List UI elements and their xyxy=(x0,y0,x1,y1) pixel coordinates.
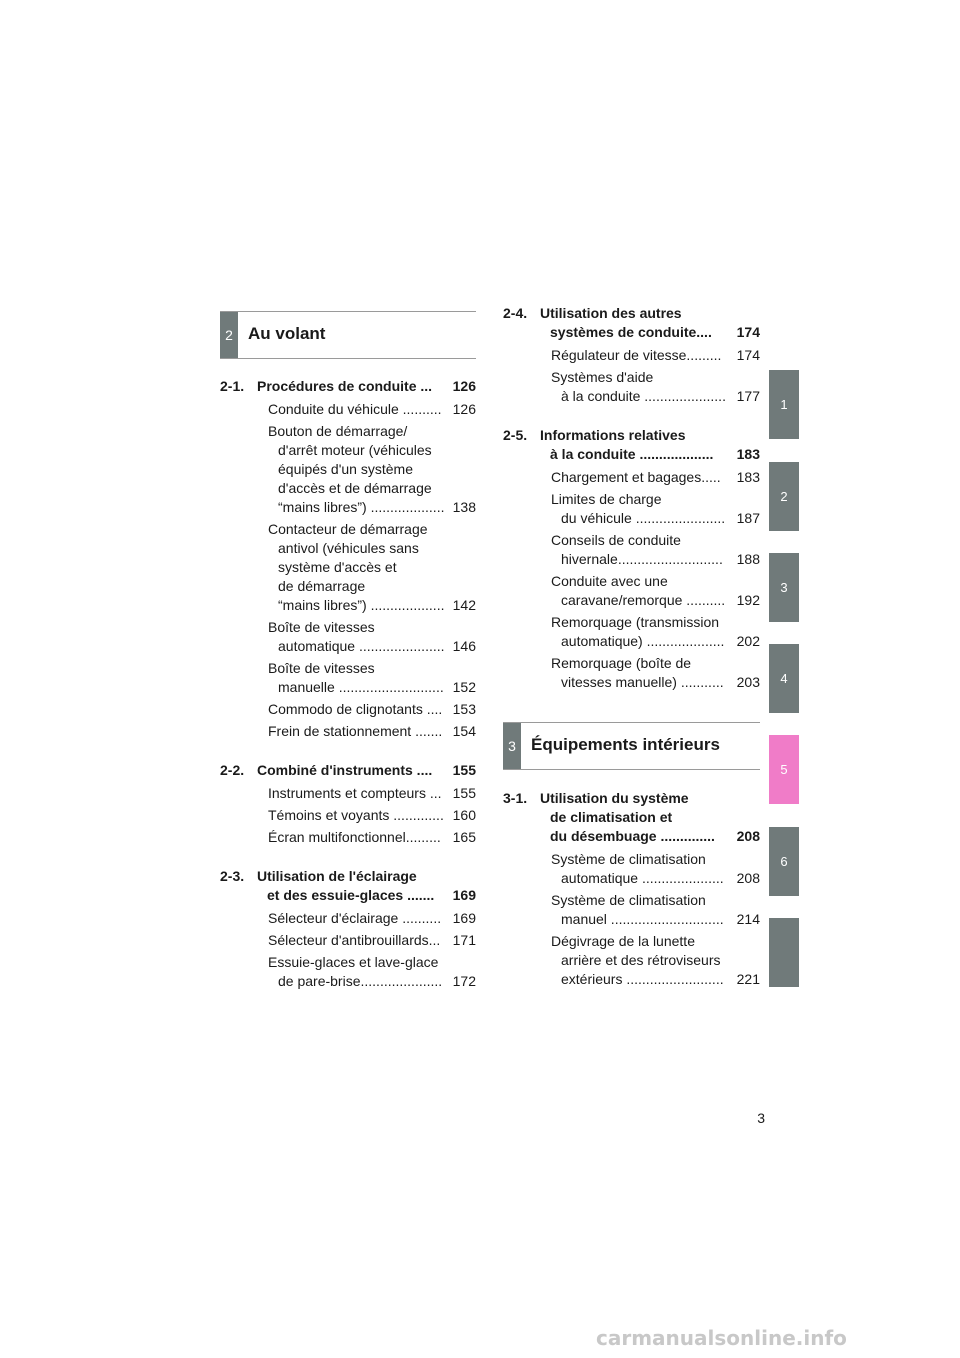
toc-group-number: 2-3. xyxy=(220,868,245,884)
toc-right-column-bottom xyxy=(503,789,760,1009)
toc-group-title: Utilisation des autres systèmes de conduite.... xyxy=(540,305,712,340)
chapter-tab-2[interactable]: 2 xyxy=(769,462,799,531)
toc-left-column xyxy=(220,377,476,1011)
chapter-tab-5[interactable]: 5 xyxy=(769,735,799,804)
toc-group-number: 2-4. xyxy=(503,305,528,321)
toc-group xyxy=(220,867,476,991)
toc-page-number: 126 xyxy=(449,377,476,396)
toc-page-number: 203 xyxy=(733,673,760,692)
toc-group-title: Utilisation de l'éclairage et des essuie-glaces ....... xyxy=(257,868,435,903)
section-number: 3 xyxy=(503,723,521,769)
toc-entry[interactable] xyxy=(220,828,476,847)
toc-entry[interactable] xyxy=(220,909,476,928)
toc-page-number: 172 xyxy=(449,972,476,991)
toc-page-number: 126 xyxy=(449,400,476,419)
toc-group xyxy=(220,761,476,847)
toc-page-number: 138 xyxy=(449,498,476,517)
section-title: Au volant xyxy=(248,324,326,343)
toc-entry-title: Régulateur de vitesse......... xyxy=(551,347,722,363)
toc-group-title: Informations relatives à la conduite ................... xyxy=(540,427,714,462)
chapter-tab-3[interactable]: 3 xyxy=(769,553,799,622)
toc-page-number: 174 xyxy=(733,323,760,342)
toc-entry[interactable] xyxy=(220,931,476,950)
toc-page-number: 208 xyxy=(733,827,760,846)
toc-entry[interactable] xyxy=(503,891,760,929)
toc-entry[interactable] xyxy=(220,422,476,517)
toc-entry-title: Systèmes d'aide à la conduite ..................... xyxy=(551,369,726,404)
toc-entry-title: Remorquage (transmission automatique) .................... xyxy=(551,614,725,649)
toc-entry[interactable] xyxy=(220,784,476,803)
toc-entry[interactable] xyxy=(503,613,760,651)
toc-entry-title: Conduite avec une caravane/remorque .......... xyxy=(551,573,726,608)
toc-group-heading[interactable] xyxy=(220,867,476,905)
toc-group-title: Procédures de conduite ... xyxy=(257,378,433,394)
toc-entry-title: Système de climatisation manuel ............................. xyxy=(551,892,724,927)
toc-group-heading[interactable] xyxy=(503,304,760,342)
toc-entry-title: Commodo de clignotants .... xyxy=(268,701,443,717)
toc-group-heading[interactable] xyxy=(503,426,760,464)
toc-entry-title: Sélecteur d'éclairage .......... xyxy=(268,910,442,926)
toc-entry-title: Boîte de vitesses manuelle ........................... xyxy=(268,660,444,695)
toc-entry[interactable] xyxy=(220,953,476,991)
section-header-2 xyxy=(220,311,476,359)
toc-group xyxy=(503,304,760,406)
toc-entry-title: Limites de charge du véhicule ....................... xyxy=(551,491,726,526)
toc-entry-title: Témoins et voyants ............. xyxy=(268,807,444,823)
toc-group-number: 2-2. xyxy=(220,762,245,778)
toc-page-number: 169 xyxy=(449,886,476,905)
toc-entry[interactable] xyxy=(503,572,760,610)
toc-page-number: 171 xyxy=(449,931,476,950)
toc-page-number: 169 xyxy=(449,909,476,928)
page-number: 3 xyxy=(757,1110,765,1126)
toc-entry-title: Dégivrage de la lunette arrière et des rétroviseurs extérieurs ......................... xyxy=(551,933,724,987)
toc-group-heading[interactable] xyxy=(503,789,760,846)
toc-entry-title: Essuie-glaces et lave-glace de pare-brise..................... xyxy=(268,954,443,989)
toc-entry[interactable] xyxy=(220,659,476,697)
toc-group-title: Combiné d'instruments .... xyxy=(257,762,433,778)
toc-entry[interactable] xyxy=(220,806,476,825)
toc-page-number: 174 xyxy=(733,346,760,365)
toc-page-number: 221 xyxy=(733,970,760,989)
toc-group-number: 2-5. xyxy=(503,427,528,443)
watermark: carmanualsonline.info xyxy=(596,1326,847,1350)
toc-entry-title: Contacteur de démarrage antivol (véhicules sans système d'accès et de démarrage “mains libres”) ................... xyxy=(268,521,445,613)
toc-entry-title: Remorquage (boîte de vitesses manuelle) ........... xyxy=(551,655,724,690)
toc-entry-title: Écran multifonctionnel......... xyxy=(268,829,441,845)
toc-page-number: 142 xyxy=(449,596,476,615)
toc-entry-title: Chargement et bagages..... xyxy=(551,469,721,485)
toc-right-column-top xyxy=(503,304,760,712)
toc-entry[interactable] xyxy=(503,368,760,406)
toc-entry[interactable] xyxy=(503,490,760,528)
chapter-tab-1[interactable]: 1 xyxy=(769,370,799,439)
toc-page-number: 160 xyxy=(449,806,476,825)
toc-entry[interactable] xyxy=(220,520,476,615)
toc-page-number: 165 xyxy=(449,828,476,847)
toc-page-number: 154 xyxy=(449,722,476,741)
toc-entry[interactable] xyxy=(503,468,760,487)
toc-entry-title: Sélecteur d'antibrouillards... xyxy=(268,932,441,948)
section-title: Équipements intérieurs xyxy=(531,735,720,754)
toc-page-number: 188 xyxy=(733,550,760,569)
toc-entry-title: Système de climatisation automatique ..................... xyxy=(551,851,724,886)
toc-entry-title: Conseils de conduite hivernale........................... xyxy=(551,532,723,567)
toc-page-number: 155 xyxy=(449,784,476,803)
toc-entry-title: Bouton de démarrage/ d'arrêt moteur (véhicules équipés d'un système d'accès et de démarrage “mains libres”) ................... xyxy=(268,423,445,515)
toc-entry[interactable] xyxy=(220,700,476,719)
chapter-tab-4[interactable]: 4 xyxy=(769,644,799,713)
toc-entry[interactable] xyxy=(503,654,760,692)
section-number: 2 xyxy=(220,312,238,358)
toc-page-number: 187 xyxy=(733,509,760,528)
toc-entry-title: Instruments et compteurs ... xyxy=(268,785,442,801)
toc-group-number: 3-1. xyxy=(503,790,528,806)
toc-entry[interactable] xyxy=(503,850,760,888)
toc-entry[interactable] xyxy=(503,531,760,569)
toc-page-number: 183 xyxy=(733,468,760,487)
toc-page-number: 152 xyxy=(449,678,476,697)
toc-page-number: 214 xyxy=(733,910,760,929)
toc-entry-title: Boîte de vitesses automatique ...................... xyxy=(268,619,445,654)
toc-page-number: 153 xyxy=(449,700,476,719)
toc-entry-title: Frein de stationnement ....... xyxy=(268,723,443,739)
toc-page-number: 192 xyxy=(733,591,760,610)
toc-entry[interactable] xyxy=(220,400,476,419)
toc-page-number: 208 xyxy=(733,869,760,888)
toc-entry[interactable] xyxy=(503,346,760,365)
chapter-tab-blank[interactable] xyxy=(769,918,799,987)
chapter-tab-6[interactable]: 6 xyxy=(769,827,799,896)
toc-group-heading[interactable] xyxy=(220,761,476,780)
toc-group-number: 2-1. xyxy=(220,378,245,394)
toc-group xyxy=(220,377,476,741)
toc-group-heading[interactable] xyxy=(220,377,476,396)
toc-entry-title: Conduite du véhicule .......... xyxy=(268,401,442,417)
toc-page-number: 183 xyxy=(733,445,760,464)
toc-entry[interactable] xyxy=(220,722,476,741)
toc-page-number: 177 xyxy=(733,387,760,406)
toc-group-title: Utilisation du système de climatisation et du désembuage .............. xyxy=(540,790,715,844)
toc-page-number: 202 xyxy=(733,632,760,651)
toc-page-number: 146 xyxy=(449,637,476,656)
toc-page-number: 155 xyxy=(449,761,476,780)
toc-group xyxy=(503,789,760,989)
section-header-3 xyxy=(503,722,760,770)
toc-entry[interactable] xyxy=(220,618,476,656)
toc-entry[interactable] xyxy=(503,932,760,989)
toc-group xyxy=(503,426,760,692)
